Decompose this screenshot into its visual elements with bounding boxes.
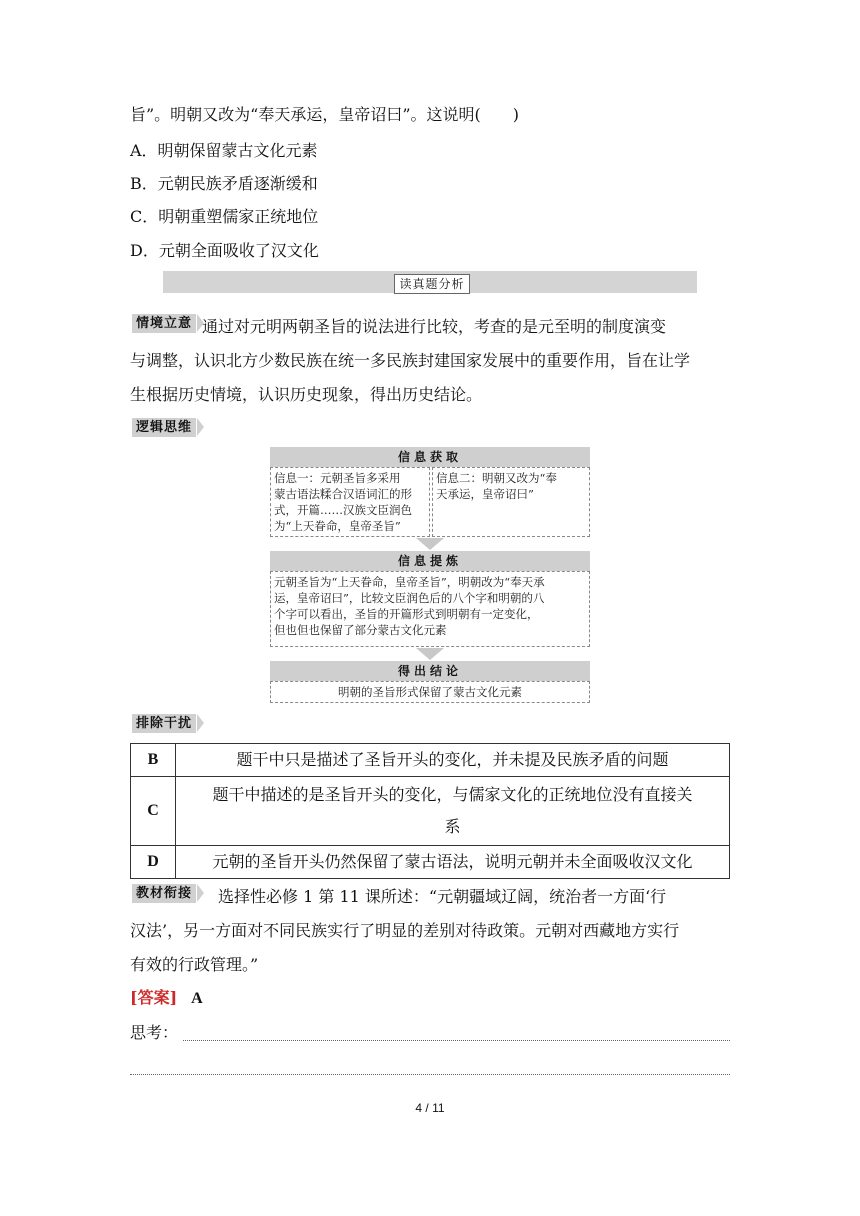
question-stem: 旨”。明朝又改为“奉天承运，皇帝诏曰”。这说明( ): [130, 105, 520, 124]
page-number: 4 / 11: [415, 1101, 445, 1115]
section-banner-label: 读真题分析: [394, 274, 470, 294]
table-row: [131, 846, 730, 879]
conclusion-box: 明朝的圣旨形式保留了蒙古文化元素: [270, 681, 590, 703]
info1-line: 为“上天眷命，皇帝圣旨”: [274, 519, 401, 533]
textbook-line-1: 选择性必修 1 第 11 课所述：“元朝疆域辽阔，统治者一方面‘行: [218, 887, 667, 906]
down-arrow-icon: [416, 648, 444, 660]
refine-line: 个字可以看出，圣旨的开篇形式到明朝有一定变化，: [274, 607, 539, 621]
refine-line: 但也但也保留了部分蒙古文化元素: [274, 623, 447, 637]
info2-line: 天承运，皇帝诏曰”: [436, 487, 534, 501]
situation-line-1: 通过对元明两朝圣旨的说法进行比较，考查的是元至明的制度演变: [202, 317, 667, 336]
row-text-line: 系: [444, 817, 461, 836]
situation-paragraph: [130, 310, 730, 412]
think-input-line-2: [130, 1074, 730, 1075]
exclude-tag: 排除干扰: [132, 714, 196, 733]
textbook-line-3: 有效的行政管理。”: [130, 955, 259, 974]
row-text: [176, 777, 730, 846]
option-d: D．元朝全面吸收了汉文化: [130, 241, 319, 260]
conclusion-head: 得出结论: [270, 661, 590, 681]
info1-line: 式，开篇……汉族文臣润色: [274, 503, 412, 517]
refine-box: [270, 571, 590, 647]
textbook-tag: 教材衔接: [132, 884, 196, 903]
table-row: [131, 777, 730, 846]
refine-line: 运，皇帝诏曰”，比较文臣润色后的八个字和明朝的八: [274, 591, 545, 605]
refine-head: 信息提炼: [270, 551, 590, 571]
answer-value: A: [191, 990, 203, 1007]
textbook-paragraph: [130, 880, 730, 982]
answer-label: [答案]: [130, 988, 178, 1007]
table-row: [131, 744, 730, 777]
info1-line: 蒙古语法糅合汉语词汇的形: [274, 487, 412, 501]
situation-tag: 情境立意: [132, 314, 196, 333]
row-text: 元朝的圣旨开头仍然保留了蒙古语法，说明元朝并未全面吸收汉文化: [176, 846, 730, 879]
info2-line: 信息二：明朝又改为“奉: [436, 471, 557, 485]
option-c: C．明朝重塑儒家正统地位: [130, 207, 319, 226]
row-key: B: [131, 744, 176, 777]
info-box-1: [270, 467, 430, 537]
option-b: B．元朝民族矛盾逐渐缓和: [130, 174, 318, 193]
row-text-line: 题干中描述的是圣旨开头的变化，与儒家文化的正统地位没有直接关: [212, 785, 693, 804]
situation-line-3: 生根据历史情境，认识历史现象，得出历史结论。: [130, 385, 483, 404]
info-box-2: [432, 467, 590, 537]
row-text: 题干中只是描述了圣旨开头的变化，并未提及民族矛盾的问题: [176, 744, 730, 777]
info-head: 信息获取: [270, 447, 590, 467]
answer-line: [130, 986, 203, 1011]
refine-line: 元朝圣旨为“上天眷命，皇帝圣旨”，明朝改为“奉天承: [274, 575, 545, 589]
info1-line: 信息一：元朝圣旨多采用: [274, 471, 401, 485]
option-a: A．明朝保留蒙古文化元素: [130, 141, 318, 160]
think-input-line: [183, 1040, 730, 1041]
think-label: 思考：: [130, 1023, 179, 1042]
logic-tag: 逻辑思维: [132, 418, 196, 437]
exclude-table: [130, 743, 730, 879]
row-key: D: [131, 846, 176, 879]
situation-line-2: 与调整，认识北方少数民族在统一多民族封建国家发展中的重要作用，旨在让学: [130, 351, 691, 370]
textbook-line-2: 汉法’，另一方面对不同民族实行了明显的差别对待政策。元朝对西藏地方实行: [130, 921, 680, 940]
row-key: C: [131, 777, 176, 846]
down-arrow-icon: [416, 538, 444, 550]
